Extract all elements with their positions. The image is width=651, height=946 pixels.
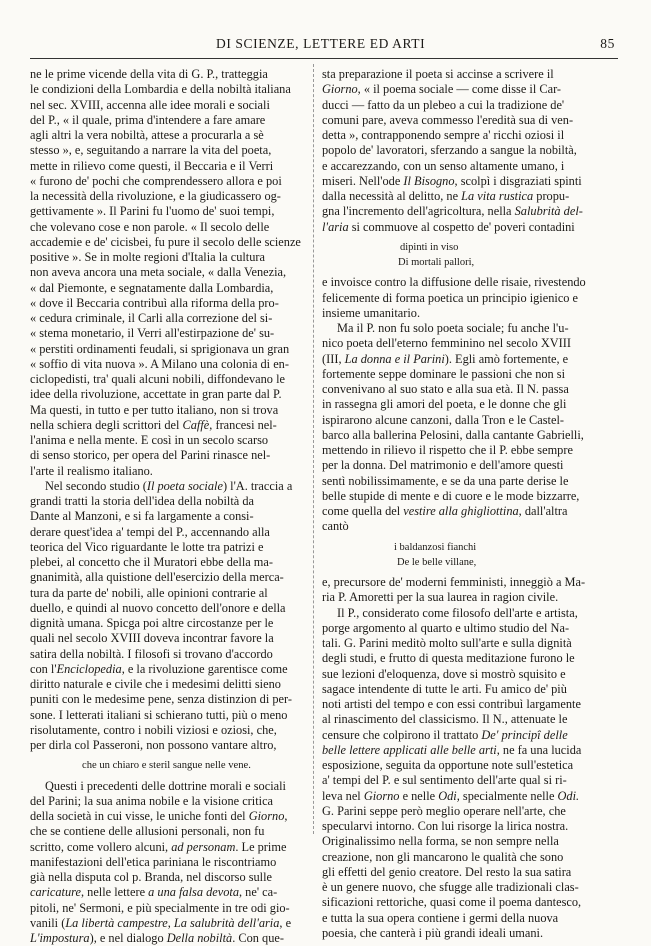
text-line: felicemente di forma poetica un principio igienico e xyxy=(322,290,579,305)
text-line: che se contiene delle allusioni personali, non fu xyxy=(30,824,265,839)
left-column xyxy=(30,67,313,946)
text-line: gna l'incremento dell'agricoltura, nella Salubrità del- xyxy=(322,204,583,219)
text-line: con l'Enciclopedia, e la rivoluzione garentisce come xyxy=(30,661,288,676)
text-line: Nel secondo studio (Il poeta sociale) l'A. traccia a xyxy=(45,478,293,493)
text-line: mettendo in rilievo il rispetto che il P. ebbe sempre xyxy=(322,443,573,457)
quoted-verse-line: i baldanzosi fianchi xyxy=(394,541,477,553)
text-line: l'aria si commuove al cospetto de' poveri contadini xyxy=(322,219,575,234)
text-line: detta », contrapponendo sempre a' ricchi oziosi il xyxy=(322,128,565,142)
text-line: sue lezioni d'eloquenza, dove si mostrò squisito e xyxy=(322,666,566,681)
text-line: « dove il Beccaria contribuì alla riforma della pro- xyxy=(30,295,279,310)
text-line: tali. G. Parini meditò molto sull'arte e sulla dignità xyxy=(322,636,572,650)
text-line: (III, La donna e il Parini). Egli amò fortemente, e xyxy=(322,351,569,366)
text-line: ciclopedisti, tra' quali alcuni nobili, diffondevano le xyxy=(30,372,285,386)
text-line: duello, e quindi al nuovo concetto dell'onore e della xyxy=(30,600,286,615)
text-line: miseri. Nell'ode Il Bisogno, scolpì i disgraziati spinti xyxy=(322,173,582,188)
text-line: ne le prime vicende della vita di G. P., tratteggia xyxy=(30,67,268,81)
text-line: popolo de' lavoratori, sferzando a sangue la nobiltà, xyxy=(322,143,577,158)
text-line: G. Parini seppe però meglio operare nell'arte, che xyxy=(322,803,566,818)
text-line: fortemente seppe dominare le passioni che non si xyxy=(322,366,566,381)
text-line: plebei, al concetto che il Muratori ebbe della ma- xyxy=(30,555,273,569)
text-line: censure che colpirono il trattato De' principî delle xyxy=(322,727,568,742)
text-line: l'anima e nella mente. E così in un secolo scarso xyxy=(30,433,269,447)
text-line: derare quest'idea a' tempi del P., accennando alla xyxy=(30,524,270,539)
text-line: positive ». Se in molte regioni d'Italia la cultura xyxy=(30,250,265,264)
text-line: ducci — fatto da un plebeo a cui la tradizione de' xyxy=(322,97,565,112)
text-line: Dante al Manzoni, e si fa largamente a consi- xyxy=(30,509,254,524)
text-line: « stema monetario, il Verri all'estirpazione de' su- xyxy=(30,326,275,341)
text-line: belle stupide di mente e di cuore e le mode bizzarre, xyxy=(322,488,580,503)
text-line: insieme umanitario. xyxy=(322,305,421,320)
text-line: accademie e de' cicisbei, fu pure il secolo delle scienze xyxy=(30,234,301,249)
text-line: tura da parte de' nobili, alle opinioni contrarie al xyxy=(30,585,268,600)
text-line: barco alla ballerina Pelosini, dalla cantante Gabrielli, xyxy=(322,427,584,442)
header-rule xyxy=(30,58,618,59)
text-line: convenivano al suo stato e alla sua età. Il N. passa xyxy=(322,382,569,396)
text-line: l'arte il realismo italiano. xyxy=(30,463,153,478)
text-line: dalla necessità al delitto, ne La vita rustica propu- xyxy=(322,189,570,203)
text-line: già nella disputa col p. Branda, nel discorso sulle xyxy=(30,870,273,884)
text-line: grandi tratti la storia dell'idea della nobiltà da xyxy=(30,494,254,508)
text-line: noti artisti del tempo e con essi contribuì largamente xyxy=(322,697,581,711)
text-line: leva nel Giorno e nelle Odi, specialmente nelle Odi. xyxy=(322,788,580,803)
text-line: gnanimità, alla quistione dell'esercizio della merca- xyxy=(30,570,284,585)
text-line: di senso storico, per opera del Parini rinasce nel- xyxy=(30,448,271,463)
text-line: non aveva ancora una meta sociale, « dalla Venezia, xyxy=(30,265,287,280)
text-line: « furono de' pochi che comprendessero allora e poi xyxy=(30,173,282,188)
text-line: teorica del Vico riguardante le lotte tra patrizi e xyxy=(30,539,264,554)
text-line: agli altri la vera nobiltà, attese a procurarla a sè xyxy=(30,128,264,142)
text-line: esposizione, seguita da opportune note sull'estetica xyxy=(322,758,574,772)
text-line: è un genere nuovo, che sfugge alle tradizionali clas- xyxy=(322,880,579,894)
text-line: sone. I letterati italiani si schierano tutti, più o meno xyxy=(30,707,288,722)
text-line: sta preparazione il poeta si accinse a scrivere il xyxy=(322,67,554,81)
text-line: belle lettere applicati alle belle arti, ne fa una lucida xyxy=(322,742,582,757)
text-line: che volevano cose e non parole. « Il secolo delle xyxy=(30,219,270,234)
text-line: e accarezzando, con un senso altamente umano, i xyxy=(322,158,565,173)
text-line: la necessità della rivoluzione, e la giudicassero og- xyxy=(30,189,281,203)
text-line: Originalissimo nella forma, se non sempre nella xyxy=(322,834,559,849)
text-line: quali nel secolo XVIII doveva incontrar favore la xyxy=(30,631,274,646)
text-line: e invoisce contro la diffusione delle risaie, rivestendo xyxy=(322,275,586,290)
text-line: « cedura criminale, il Carli alla correzione del si- xyxy=(30,311,273,325)
quoted-verse-line: De le belle villane, xyxy=(397,556,477,568)
text-line: le condizioni della Lombardia e della nobiltà italiana xyxy=(30,82,291,97)
column-separator xyxy=(313,64,314,834)
text-line: degli studi, e frutto di questa meditazione furono le xyxy=(322,651,575,666)
text-line: cantò xyxy=(322,519,349,534)
text-line: del P., « il quale, prima d'intendere a fare amare xyxy=(30,112,266,127)
text-line: vanili (La libertà campestre, La salubrità dell'aria, e xyxy=(30,915,292,930)
text-line: diritto naturale e civile che i medesimi delitti sieno xyxy=(30,677,281,691)
text-line: della società in cui visse, le uniche fonti del Giorno, xyxy=(30,809,288,823)
text-line: e, precursore de' moderni femministi, inneggiò a Ma- xyxy=(322,575,586,589)
text-line: idee della rivoluzione, accettate in gran parte dal P. xyxy=(30,387,282,402)
text-line: per dirla col Passeroni, non possono vantare altro, xyxy=(30,738,277,752)
text-line: nel sec. XVIII, accenna alle idee morali e sociali xyxy=(30,97,270,112)
text-line: Giorno, « il poema sociale — come disse il Car- xyxy=(322,82,562,97)
text-line: sentì nobilissimamente, e se da una parte derise le xyxy=(322,473,569,488)
right-column xyxy=(322,67,605,941)
text-line: a' tempi del P. e sul sentimento dell'arte qual si ri- xyxy=(322,773,567,788)
text-line: Ma il P. non fu solo poeta sociale; fu anche l'u- xyxy=(337,321,569,335)
text-line: L'impostura), e nel dialogo Della nobiltà. Con que- xyxy=(30,931,284,945)
text-line: e tutta la sua opera contiene i germi della nuova xyxy=(322,910,559,925)
quoted-verse-line: Di mortali pallori, xyxy=(398,257,475,268)
text-line: Questi i precedenti delle dottrine morali e sociali xyxy=(45,778,286,793)
text-line: sagace intendente di tutte le arti. Fu amico de' più xyxy=(322,681,567,696)
text-line: risolutamente, contro i nobili viziosi e oziosi, che, xyxy=(30,722,277,737)
text-line: comuni pare, aveva commesso l'eredità sua di ven- xyxy=(322,112,574,127)
page-number: 85 xyxy=(600,36,615,51)
text-line: scritto, come vollero alcuni, ad personam. Le prime xyxy=(30,839,287,854)
text-line: mette in rilievo come questi, il Beccaria e il Verri xyxy=(30,158,274,173)
text-line: poesia, che canterà i più grandi ideali umani. xyxy=(322,925,544,940)
text-line: « perstiti ordinamenti feudali, si sprigionava un gran xyxy=(30,341,290,356)
text-line: pitoli, ne' Sermoni, e più specialmente in tre odi gio- xyxy=(30,900,290,915)
text-line: per la donna. Del matrimonio e dell'amore questi xyxy=(322,458,564,473)
text-line: « dal Piemonte, e segnatamente dalla Lombardia, xyxy=(30,280,274,295)
text-line: specularvi intorno. Con lui risorge la lirica nostra. xyxy=(322,819,569,833)
text-line: nella schiera degli scrittori del Caffè, francesi nel- xyxy=(30,417,277,432)
text-line: caricature, nelle lettere a una falsa devota, ne' ca- xyxy=(30,885,278,900)
text-line: satira della nobiltà. I filosofi si trovano d'accordo xyxy=(30,646,273,661)
text-line: in rassegna gli amori del poeta, e le donne che gli xyxy=(322,397,567,412)
text-line: gli effetti del genio creatore. Del resto la sua satira xyxy=(322,864,572,879)
text-line: Il P., considerato come filosofo dell'arte e artista, xyxy=(337,605,578,620)
text-line: puniti con le medesime pene, senza distinzion di per- xyxy=(30,692,292,707)
running-title: DI SCIENZE, LETTERE ED ARTI xyxy=(216,36,426,51)
quoted-verse-line: che un chiaro e steril sangue nelle vene. xyxy=(82,760,251,772)
text-line: stesso », e, seguitando a narrare la vita del poeta, xyxy=(30,143,272,158)
text-line: al rinascimento del classicismo. Il N., attenuate le xyxy=(322,712,568,727)
text-line: del Parini; la sua anima nobile e la visione critica xyxy=(30,793,274,808)
text-line: sificazioni rettoriche, quasi come il poema dantesco, xyxy=(322,895,582,910)
text-line: dignità umana. Spicga poi altre circostanze per le xyxy=(30,616,274,630)
text-line: ispirarono alcune canzoni, dalla Tron e le Castel- xyxy=(322,412,565,427)
text-line: creazione, non gli mancarono le qualità che sono xyxy=(322,849,564,864)
text-line: porge argomento al quarto e ultimo studio del Na- xyxy=(322,620,570,635)
quoted-verse-line: dipinti in viso xyxy=(400,241,459,253)
text-line: nico poeta dell'eterno femminino nel secolo XVIII xyxy=(322,336,572,351)
text-line: ria P. Amoretti per la sua laurea in ragion civile. xyxy=(322,590,559,605)
text-line: manifestazioni dell'etica pariniana le riscontriamo xyxy=(30,854,277,869)
text-line: gettivamente ». Il Parini fu l'uomo de' suoi tempi, xyxy=(30,204,275,219)
text-line: « soffio di vita nuova ». A Milano una colonia di en- xyxy=(30,356,289,371)
text-line: Ma questi, in tutto e per tutto italiano, non si trova xyxy=(30,402,279,417)
running-header xyxy=(30,36,615,56)
text-line: come quella del vestire alla ghigliottina, dall'altra xyxy=(322,504,568,518)
